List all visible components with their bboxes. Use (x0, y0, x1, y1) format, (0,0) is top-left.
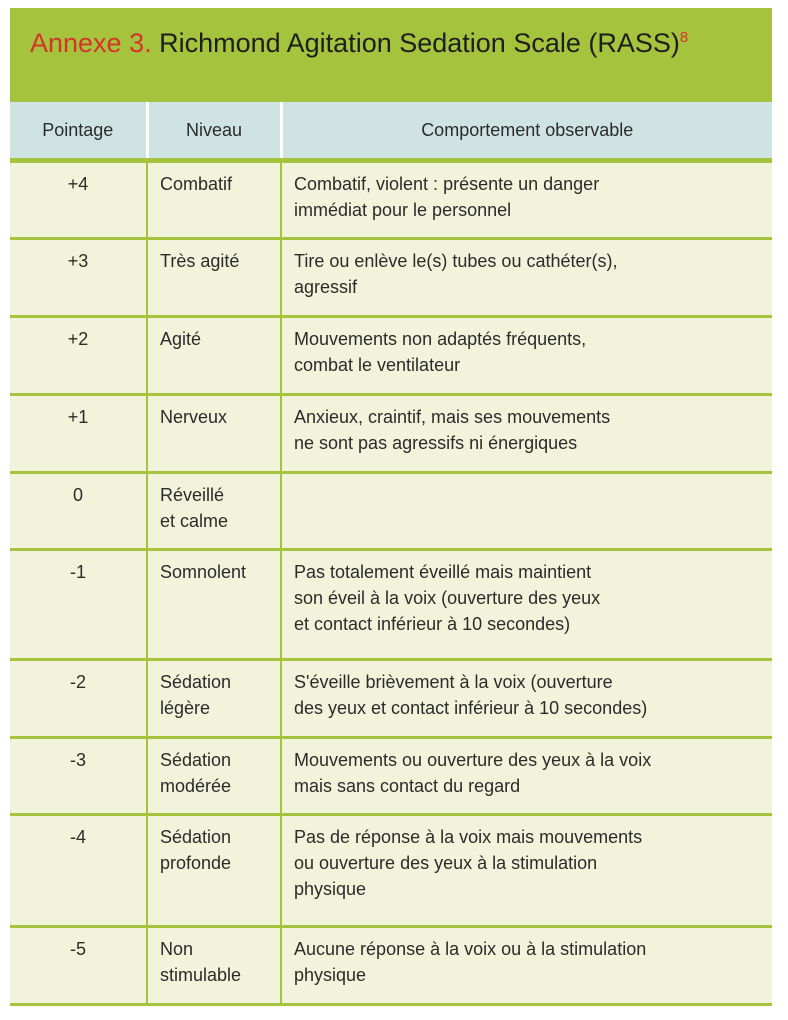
level-cell: Sédation légère (147, 660, 281, 738)
table-row (10, 660, 772, 738)
score-cell: -4 (10, 815, 147, 927)
rass-annex-document (10, 8, 772, 1004)
score-cell: 0 (10, 473, 147, 550)
level-cell: Agité (147, 317, 281, 395)
annex-title-text: Richmond Agitation Sedation Scale (RASS) (151, 28, 680, 58)
table-row (10, 927, 772, 1005)
table-row (10, 239, 772, 317)
level-cell: Somnolent (147, 550, 281, 660)
behavior-cell: S'éveille brièvement à la voix (ouverture des yeux et contact inférieur à 10 secondes) (281, 660, 772, 738)
level-cell: Très agité (147, 239, 281, 317)
score-cell: +1 (10, 395, 147, 473)
level-cell: Réveillé et calme (147, 473, 281, 550)
behavior-cell: Aucune réponse à la voix ou à la stimulation physique (281, 927, 772, 1005)
table-row (10, 317, 772, 395)
behavior-cell: Anxieux, craintif, mais ses mouvements ne sont pas agressifs ni énergiques (281, 395, 772, 473)
behavior-cell: Mouvements non adaptés fréquents, combat le ventilateur (281, 317, 772, 395)
score-cell: -2 (10, 660, 147, 738)
score-cell: -5 (10, 927, 147, 1005)
column-header-behavior: Comportement observable (281, 102, 772, 161)
table-row (10, 161, 772, 239)
rass-table (10, 102, 772, 1006)
behavior-cell: Mouvements ou ouverture des yeux à la voix mais sans contact du regard (281, 738, 772, 815)
table-header-row (10, 102, 772, 161)
column-header-level: Niveau (147, 102, 281, 161)
score-cell: -3 (10, 738, 147, 815)
behavior-cell: Combatif, violent : présente un danger immédiat pour le personnel (281, 161, 772, 239)
score-cell: +4 (10, 161, 147, 239)
footnote-marker: 8 (679, 29, 689, 46)
column-header-score: Pointage (10, 102, 147, 161)
table-row (10, 550, 772, 660)
level-cell: Nerveux (147, 395, 281, 473)
level-cell: Sédation profonde (147, 815, 281, 927)
table-row (10, 473, 772, 550)
level-cell: Combatif (147, 161, 281, 239)
score-cell: +3 (10, 239, 147, 317)
behavior-cell: Pas totalement éveillé mais maintient son éveil à la voix (ouverture des yeux et contact inférieur à 10 secondes) (281, 550, 772, 660)
table-row (10, 395, 772, 473)
table-row (10, 738, 772, 815)
behavior-cell (281, 473, 772, 550)
annex-number: Annexe 3. (30, 28, 152, 58)
annex-title (10, 8, 772, 102)
table-row (10, 815, 772, 927)
score-cell: +2 (10, 317, 147, 395)
level-cell: Non stimulable (147, 927, 281, 1005)
behavior-cell: Pas de réponse à la voix mais mouvements ou ouverture des yeux à la stimulation physique (281, 815, 772, 927)
behavior-cell: Tire ou enlève le(s) tubes ou cathéter(s), agressif (281, 239, 772, 317)
level-cell: Sédation modérée (147, 738, 281, 815)
score-cell: -1 (10, 550, 147, 660)
